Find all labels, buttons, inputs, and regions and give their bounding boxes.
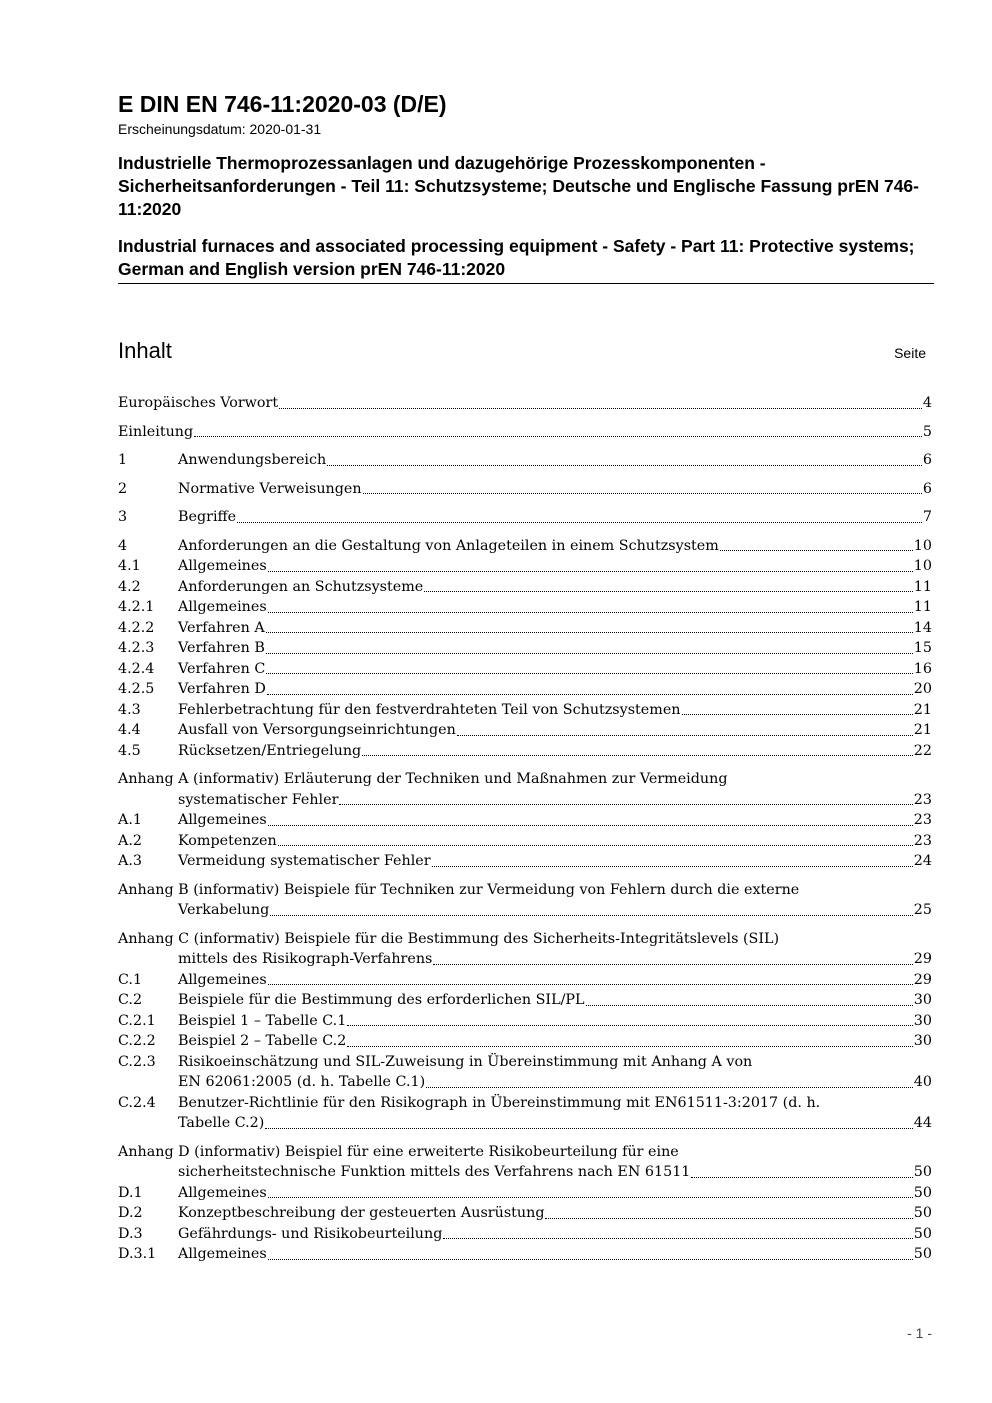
toc-entry-number: D.2 bbox=[118, 1205, 143, 1221]
toc-leader bbox=[586, 1005, 913, 1006]
toc-leader bbox=[267, 694, 913, 695]
toc-leader bbox=[545, 1218, 912, 1219]
toc-leader bbox=[339, 804, 912, 805]
toc-entry-a-3[interactable] bbox=[118, 851, 932, 872]
toc-entry-c-2[interactable] bbox=[118, 990, 932, 1011]
toc-entry-annex-d-cont[interactable] bbox=[118, 1162, 932, 1183]
toc-entry-number: C.1 bbox=[118, 971, 143, 988]
toc-entry-page: 21 bbox=[913, 701, 932, 718]
toc-group-annex-d bbox=[118, 1142, 932, 1265]
toc-entry-number: A.2 bbox=[118, 832, 142, 849]
toc-entry-number: 4.4 bbox=[118, 722, 141, 738]
toc-entry-text: Fehlerbetrachtung für den festverdrahteten Teil von Schutzsystemen bbox=[178, 701, 681, 718]
toc-entry-number: A.3 bbox=[118, 853, 142, 869]
toc-entry-number: 4.2 bbox=[118, 578, 141, 595]
toc-entry-page: 14 bbox=[913, 619, 932, 636]
toc-entry-text: Benutzer-Richtlinie für den Risikograph in Übereinstimmung mit EN61511-3:2017 (d. h. bbox=[178, 1094, 821, 1111]
toc-leader bbox=[279, 408, 922, 409]
toc-entry-number: C.2.1 bbox=[118, 1012, 156, 1029]
toc-leader bbox=[237, 522, 922, 523]
toc-group-annex-c bbox=[118, 929, 932, 1134]
toc-entry-number: C.2.2 bbox=[118, 1033, 156, 1049]
toc-entry-page: 20 bbox=[913, 681, 932, 697]
toc-entry-page: 10 bbox=[913, 537, 932, 554]
toc-leader bbox=[268, 1259, 913, 1260]
toc-entry-text: sicherheitstechnische Funktion mittels des Verfahrens nach EN 61511 bbox=[178, 1164, 691, 1180]
toc-entry-text: Verfahren A bbox=[178, 619, 265, 636]
toc-entry-text: Anhang B (informativ) Beispiele für Techniken zur Vermeidung von Fehlern durch die externe bbox=[118, 881, 800, 898]
toc-entry-page: 50 bbox=[913, 1225, 932, 1242]
document-id: E DIN EN 746-11:2020-03 (D/E) bbox=[118, 91, 447, 117]
toc-entry-text: Kompetenzen bbox=[178, 832, 277, 849]
toc-entry-c-1[interactable] bbox=[118, 970, 932, 991]
toc-entry-4-2[interactable] bbox=[118, 577, 932, 598]
toc-entry-number: 4.2.4 bbox=[118, 660, 155, 677]
toc-leader bbox=[268, 571, 913, 572]
toc-leader bbox=[426, 1087, 913, 1088]
toc-entry-page: 5 bbox=[922, 423, 932, 440]
toc-entry-text: Allgemeines bbox=[178, 971, 267, 988]
toc-entry-annex-b[interactable] bbox=[118, 880, 932, 901]
toc-entry-text: Verfahren D bbox=[178, 681, 266, 697]
title-english: Industrial furnaces and associated processing equipment - Safety - Part 11: Protective systems; German and English version prEN 746-11:2020 bbox=[118, 235, 934, 284]
toc-entry-einleitung[interactable] bbox=[118, 422, 932, 443]
document-header bbox=[118, 90, 934, 284]
toc-entry-d-1[interactable] bbox=[118, 1183, 932, 1204]
title-german: Industrielle Thermoprozessanlagen und dazugehörige Prozesskomponenten - Sicherheitsanforderungen - Teil 11: Schutzsysteme; Deutsche und Englische Fassung prEN 746-11:2020 bbox=[118, 153, 919, 219]
toc-leader bbox=[424, 591, 913, 592]
toc-entry-text: Allgemeines bbox=[178, 558, 267, 574]
toc-leader bbox=[278, 845, 913, 846]
toc-entry-number: 4 bbox=[118, 537, 128, 554]
toc-entry-annex-b-cont[interactable] bbox=[118, 900, 932, 921]
toc-entry-page: 50 bbox=[913, 1184, 932, 1201]
toc-entry-d-3-1[interactable] bbox=[118, 1244, 932, 1265]
toc-entry-c-2-3[interactable] bbox=[118, 1052, 932, 1073]
table-of-contents bbox=[118, 393, 932, 1273]
toc-entry-page: 15 bbox=[913, 640, 932, 656]
toc-leader bbox=[268, 825, 913, 826]
toc-entry-page: 50 bbox=[913, 1205, 932, 1221]
toc-page-label: Seite bbox=[894, 345, 926, 361]
toc-entry-c-2-4[interactable] bbox=[118, 1093, 932, 1114]
toc-entry-page: 11 bbox=[913, 578, 932, 595]
toc-entry-annex-c-cont[interactable] bbox=[118, 949, 932, 970]
toc-entry-text: Allgemeines bbox=[178, 599, 267, 615]
toc-leader bbox=[327, 465, 922, 466]
toc-entry-vorwort[interactable] bbox=[118, 393, 932, 414]
toc-entry-page: 16 bbox=[913, 660, 932, 677]
toc-entry-page: 30 bbox=[913, 1012, 932, 1029]
toc-group-1 bbox=[118, 450, 932, 471]
toc-entry-page: 23 bbox=[913, 832, 932, 849]
toc-entry-2[interactable] bbox=[118, 479, 932, 500]
toc-leader bbox=[691, 1177, 912, 1178]
toc-entry-number: 4.2.5 bbox=[118, 681, 155, 697]
toc-entry-page: 24 bbox=[913, 853, 932, 869]
toc-entry-number: 4.2.3 bbox=[118, 640, 155, 656]
toc-leader bbox=[362, 755, 913, 756]
toc-group-annex-b bbox=[118, 880, 932, 921]
publication-date: Erscheinungsdatum: 2020-01-31 bbox=[118, 121, 322, 137]
toc-entry-number: A.1 bbox=[118, 812, 142, 828]
toc-entry-page: 50 bbox=[913, 1246, 932, 1262]
toc-leader bbox=[682, 714, 913, 715]
toc-entry-3[interactable] bbox=[118, 507, 932, 528]
toc-entry-page: 29 bbox=[913, 971, 932, 988]
toc-entry-page: 23 bbox=[913, 791, 932, 808]
toc-leader bbox=[457, 735, 913, 736]
toc-entry-text: Normative Verweisungen bbox=[178, 480, 362, 497]
toc-heading bbox=[118, 337, 926, 367]
toc-entry-4[interactable] bbox=[118, 536, 932, 557]
toc-leader bbox=[266, 673, 912, 674]
toc-entry-1[interactable] bbox=[118, 450, 932, 471]
toc-entry-page: 7 bbox=[922, 509, 932, 525]
toc-entry-text: Anhang A (informativ) Erläuterung der Techniken und Maßnahmen zur Vermeidung bbox=[118, 771, 728, 787]
toc-entry-annex-a[interactable] bbox=[118, 769, 932, 790]
toc-entry-annex-a-cont[interactable] bbox=[118, 790, 932, 811]
toc-group-einleitung bbox=[118, 422, 932, 443]
toc-entry-text: EN 62061:2005 (d. h. Tabelle C.1) bbox=[178, 1074, 426, 1090]
toc-entry-number: 1 bbox=[118, 452, 128, 468]
toc-entry-page: 21 bbox=[913, 722, 932, 738]
toc-entry-page: 50 bbox=[913, 1164, 932, 1180]
toc-leader bbox=[265, 1128, 912, 1129]
toc-entry-text: Konzeptbeschreibung der gesteuerten Ausrüstung bbox=[178, 1205, 545, 1221]
toc-entry-page: 22 bbox=[913, 742, 932, 759]
toc-entry-page: 40 bbox=[913, 1074, 932, 1090]
toc-leader bbox=[432, 866, 913, 867]
toc-entry-number: D.1 bbox=[118, 1184, 143, 1201]
toc-entry-text: Europäisches Vorwort bbox=[118, 395, 279, 411]
toc-entry-text: Allgemeines bbox=[178, 1246, 267, 1262]
toc-entry-text: Verkabelung bbox=[178, 902, 270, 918]
toc-leader bbox=[268, 1197, 913, 1198]
toc-entry-number: D.3 bbox=[118, 1225, 143, 1242]
toc-entry-annex-d[interactable] bbox=[118, 1142, 932, 1163]
toc-entry-number: C.2.4 bbox=[118, 1094, 156, 1111]
toc-leader bbox=[266, 653, 913, 654]
toc-entry-4-2-4[interactable] bbox=[118, 659, 932, 680]
toc-entry-text: Anwendungsbereich bbox=[178, 452, 327, 468]
toc-entry-4-5[interactable] bbox=[118, 741, 932, 762]
toc-entry-text: Ausfall von Versorgungseinrichtungen bbox=[178, 722, 456, 738]
toc-entry-a-2[interactable] bbox=[118, 831, 932, 852]
toc-entry-annex-c[interactable] bbox=[118, 929, 932, 950]
toc-entry-d-3[interactable] bbox=[118, 1224, 932, 1245]
toc-entry-4-4[interactable] bbox=[118, 720, 932, 741]
toc-entry-number: 4.2.2 bbox=[118, 619, 155, 636]
toc-leader bbox=[363, 493, 922, 494]
toc-entry-text: Verfahren C bbox=[178, 660, 266, 677]
toc-entry-page: 30 bbox=[913, 1033, 932, 1049]
toc-entry-text: Gefährdungs- und Risikobeurteilung bbox=[178, 1225, 443, 1242]
toc-entry-page: 10 bbox=[913, 558, 932, 574]
toc-entry-number: 4.2.1 bbox=[118, 599, 155, 615]
toc-entry-text: Anhang D (informativ) Beispiel für eine erweiterte Risikobeurteilung für eine bbox=[118, 1143, 679, 1160]
toc-leader bbox=[433, 964, 912, 965]
toc-title: Inhalt bbox=[118, 338, 172, 363]
toc-entry-text: systematischer Fehler bbox=[178, 791, 339, 808]
toc-entry-c-2-2[interactable] bbox=[118, 1031, 932, 1052]
toc-leader bbox=[347, 1046, 913, 1047]
toc-entry-4-2-2[interactable] bbox=[118, 618, 932, 639]
toc-entry-text: Tabelle C.2) bbox=[178, 1115, 265, 1131]
toc-entry-c-2-3-cont[interactable] bbox=[118, 1072, 932, 1093]
toc-entry-page: 4 bbox=[922, 395, 932, 411]
toc-entry-number: 2 bbox=[118, 480, 128, 497]
toc-leader bbox=[268, 984, 913, 985]
toc-entry-text: Beispiele für die Bestimmung des erforderlichen SIL/PL bbox=[178, 992, 585, 1008]
toc-entry-page: 30 bbox=[913, 992, 932, 1008]
toc-entry-4-1[interactable] bbox=[118, 556, 932, 577]
toc-group-annex-a bbox=[118, 769, 932, 872]
toc-entry-a-1[interactable] bbox=[118, 810, 932, 831]
toc-entry-4-3[interactable] bbox=[118, 700, 932, 721]
toc-entry-text: Anhang C (informativ) Beispiele für die Bestimmung des Sicherheits-Integritätslevels (SIL) bbox=[118, 930, 780, 947]
toc-entry-text: Risikoeinschätzung und SIL-Zuweisung in Übereinstimmung mit Anhang A von bbox=[178, 1053, 753, 1070]
toc-group-4 bbox=[118, 536, 932, 762]
toc-entry-text: Anforderungen an Schutzsysteme bbox=[178, 578, 424, 595]
toc-group-vorwort bbox=[118, 393, 932, 414]
toc-leader bbox=[720, 550, 913, 551]
toc-entry-page: 44 bbox=[913, 1115, 932, 1131]
toc-entry-page: 6 bbox=[922, 480, 932, 497]
toc-entry-text: Verfahren B bbox=[178, 640, 265, 656]
toc-entry-d-2[interactable] bbox=[118, 1203, 932, 1224]
toc-entry-number: 4.5 bbox=[118, 742, 141, 759]
toc-entry-number: D.3.1 bbox=[118, 1246, 157, 1262]
toc-entry-text: Beispiel 2 – Tabelle C.2 bbox=[178, 1033, 347, 1049]
toc-entry-number: C.2.3 bbox=[118, 1053, 156, 1070]
toc-entry-text: Beispiel 1 – Tabelle C.1 bbox=[178, 1012, 347, 1029]
toc-group-2 bbox=[118, 479, 932, 500]
toc-entry-4-2-5[interactable] bbox=[118, 679, 932, 700]
toc-entry-page: 29 bbox=[913, 951, 932, 967]
toc-entry-page: 6 bbox=[922, 452, 932, 468]
toc-entry-page: 23 bbox=[913, 812, 932, 828]
toc-leader bbox=[194, 436, 922, 437]
toc-entry-page: 11 bbox=[913, 599, 932, 615]
toc-leader bbox=[443, 1238, 912, 1239]
toc-entry-number: 4.3 bbox=[118, 701, 141, 718]
page-number: - 1 - bbox=[907, 1325, 932, 1341]
toc-entry-number: 4.1 bbox=[118, 558, 141, 574]
toc-group-3 bbox=[118, 507, 932, 528]
toc-entry-text: Rücksetzen/Entriegelung bbox=[178, 742, 362, 759]
toc-leader bbox=[266, 632, 913, 633]
toc-entry-page: 25 bbox=[913, 902, 932, 918]
toc-entry-text: Vermeidung systematischer Fehler bbox=[178, 853, 431, 869]
toc-entry-c-2-4-cont[interactable] bbox=[118, 1113, 932, 1134]
toc-entry-c-2-1[interactable] bbox=[118, 1011, 932, 1032]
toc-leader bbox=[270, 915, 913, 916]
toc-entry-4-2-1[interactable] bbox=[118, 597, 932, 618]
toc-entry-text: Begriffe bbox=[178, 509, 237, 525]
toc-entry-text: Anforderungen an die Gestaltung von Anlageteilen in einem Schutzsystem bbox=[178, 537, 719, 554]
toc-entry-text: mittels des Risikograph-Verfahrens bbox=[178, 951, 433, 967]
toc-entry-text: Allgemeines bbox=[178, 812, 267, 828]
toc-entry-text: Allgemeines bbox=[178, 1184, 267, 1201]
toc-entry-number: C.2 bbox=[118, 992, 143, 1008]
toc-entry-text: Einleitung bbox=[118, 423, 194, 440]
toc-leader bbox=[268, 612, 913, 613]
toc-entry-4-2-3[interactable] bbox=[118, 638, 932, 659]
toc-leader bbox=[347, 1025, 913, 1026]
toc-entry-number: 3 bbox=[118, 509, 128, 525]
